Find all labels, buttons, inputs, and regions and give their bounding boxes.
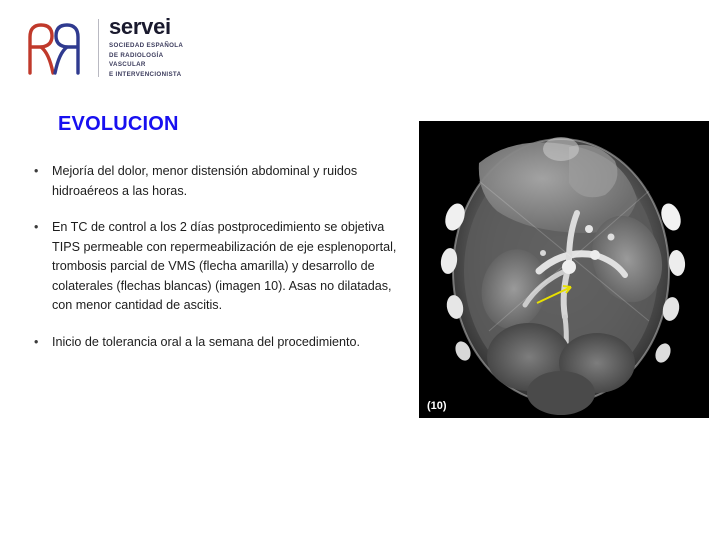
page-title: EVOLUCION xyxy=(58,113,179,135)
society-line-3: VASCULAR xyxy=(109,61,146,69)
list-item xyxy=(34,333,404,353)
society-line-2: DE RADIOLOGÍA xyxy=(109,51,164,59)
society-logo xyxy=(18,16,183,79)
list-item-text: Mejoría del dolor, menor distensión abdominal y ruidos hidroaéreos a las horas. xyxy=(52,164,358,198)
logo-text-block xyxy=(109,16,183,79)
bullet-marker: • xyxy=(34,220,39,234)
abdominal-ct-scan xyxy=(419,121,709,418)
bullet-marker: • xyxy=(34,334,39,349)
rr-monogram-icon xyxy=(18,17,90,79)
bullet-list xyxy=(34,162,404,369)
list-item xyxy=(34,218,404,316)
society-line-4: E INTERVENCIONISTA xyxy=(109,70,182,78)
list-item-text: En TC de control a los 2 días postprocedimiento se objetiva TIPS permeable con repermeabilización de eje esplenoportal, trombosis parcial de VMS (flecha amarilla) y desarrollo de colaterales (flechas blancas) (imagen 10). Asas no dilatadas, con menor cantidad de ascitis. xyxy=(52,220,397,312)
society-line-1: SOCIEDAD ESPAÑOLA xyxy=(109,42,184,49)
brand-name: servei xyxy=(109,14,171,39)
logo-divider xyxy=(98,19,99,77)
bullet-marker: • xyxy=(34,164,39,178)
list-item-text: Inicio de tolerancia oral a la semana del procedimiento. xyxy=(52,334,361,349)
list-item xyxy=(34,162,404,201)
figure-caption: (10) xyxy=(427,400,447,412)
